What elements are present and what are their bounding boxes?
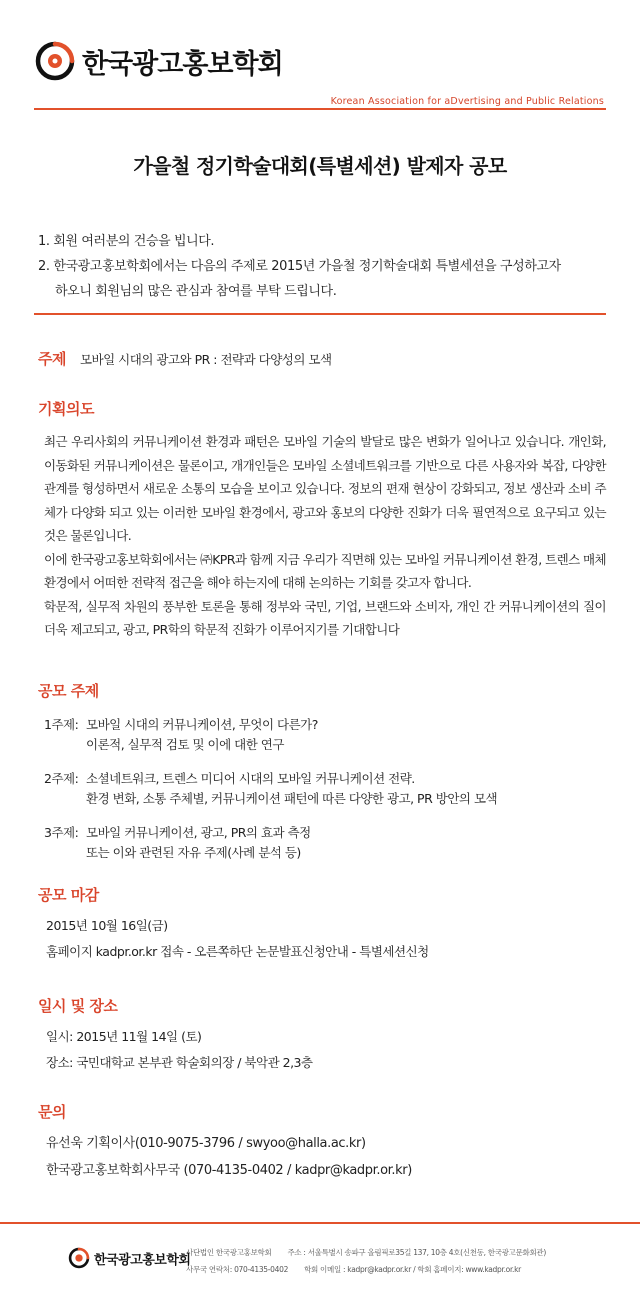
purpose-paragraph-1: 최근 우리사회의 커뮤니케이션 환경과 패턴은 모바일 기술의 발달로 많은 변화가 일어나고 있습니다. 개인화, 이동화된 커뮤니케이션은 물론이고, 개개인들은 모바일 소셜네트워크를 기반으로 다른 사용자와 복잡, 다양한 관계를 형성하면서 새로운 소통의 모습을 보이고 있습니다. 정보의 편재 현상이 강화되고, 정보 생산과 소비 주체가 다양화 되고 있는 이러한 모바일 환경에서, 광고와 홍보의 다양한 진화가 더욱 필연적으로 요구되고 있는 것은 물론입니다. <box>44 434 606 543</box>
org-name-english: Korean Association for aDvertising and Public Relations <box>330 96 604 107</box>
header-divider <box>34 108 606 110</box>
footer-corp: 사단법인 한국광고홍보학회 <box>186 1248 272 1257</box>
contact-line-2: 한국광고홍보학회사무국 (070-4135-0402 / kadpr@kadpr.or.kr) <box>46 1163 412 1178</box>
deadline-heading: 공모 마감 <box>38 886 99 904</box>
theme-text: 모바일 시대의 광고와 PR : 전략과 다양성의 모색 <box>79 352 332 367</box>
footer-phone: 사무국 연락처: 070-4135-0402 <box>186 1265 289 1274</box>
theme-section <box>38 348 332 369</box>
topic-title: 모바일 커뮤니케이션, 광고, PR의 효과 측정 <box>86 825 311 840</box>
schedule-info <box>46 1024 313 1076</box>
purpose-heading: 기획의도 <box>38 400 94 418</box>
footer-email-web: 학회 이메일 : kadpr@kadpr.or.kr / 학회 홈페이지: www.kadpr.or.kr <box>304 1265 521 1274</box>
topic-title: 소셜네트워크, 트렌스 미디어 시대의 모바일 커뮤니케이션 전략. <box>86 771 415 786</box>
topic-item <box>44 769 497 808</box>
footer-address: 주소 : 서울특별시 송파구 올림픽로35길 137, 10층 4호(신천동, 한국광고문화회관) <box>287 1248 546 1257</box>
intro-line-2: 2. 한국광고홍보학회에서는 다음의 주제로 2015년 가을철 정기학술대회 특별세션을 구성하고자 <box>38 259 561 274</box>
org-emblem-icon <box>34 40 76 82</box>
schedule-place: 장소: 국민대학교 본부관 학술회의장 / 북악관 2,3층 <box>46 1055 313 1070</box>
schedule-heading: 일시 및 장소 <box>38 997 118 1015</box>
deadline-info <box>46 913 429 965</box>
org-name: 한국광고홍보학회 <box>82 48 283 80</box>
intro-line-1: 1. 회원 여러분의 건승을 빕니다. <box>38 234 215 249</box>
topic-subtitle: 이론적, 실무적 검토 및 이에 대한 연구 <box>86 736 284 752</box>
topic-subtitle: 또는 이와 관련된 자유 주제(사례 분석 등) <box>86 844 301 860</box>
purpose-paragraph-2: 이에 한국광고홍보학회에서는 ㈜KPR과 함께 지금 우리가 직면해 있는 모바일 커뮤니케이션 환경, 트렌스 매체 환경에서 어떠한 전략적 접근을 해야 하는지에 대해 논의하는 기회를 갖고자 합니다. <box>44 551 606 590</box>
contact-heading: 문의 <box>38 1103 66 1121</box>
topics-heading: 공모 주제 <box>38 682 99 700</box>
page-title: 가을철 정기학술대회(특별세션) 발제자 공모 <box>133 154 507 178</box>
topic-number: 3주제: <box>44 825 79 840</box>
footer-info <box>186 1244 546 1278</box>
intro-section <box>38 229 606 304</box>
topic-number: 2주제: <box>44 771 79 786</box>
topic-subtitle: 환경 변화, 소통 주체별, 커뮤니케이션 패턴에 따른 다양한 광고, PR 방안의 모색 <box>86 790 498 806</box>
theme-heading: 주제 <box>38 350 66 368</box>
intro-line-3: 하오니 회원님의 많은 관심과 참여를 부탁 드립니다. <box>55 284 337 299</box>
org-logo <box>34 40 283 82</box>
footer-logo <box>68 1247 190 1269</box>
purpose-paragraph-3: 학문적, 실무적 차원의 풍부한 토론을 통해 정부와 국민, 기업, 브랜드와 소비자, 개인 간 커뮤니케이션의 질이 더욱 제고되고, 광고, PR학의 학문적 진화가 이루어지기를 기대합니다 <box>44 598 606 637</box>
schedule-date: 일시: 2015년 11월 14일 (토) <box>46 1029 202 1044</box>
intro-divider <box>34 313 606 315</box>
org-emblem-icon <box>68 1247 90 1269</box>
purpose-body <box>44 430 606 642</box>
contact-line-1: 유선욱 기획이사(010-9075-3796 / swyoo@halla.ac.kr) <box>46 1136 366 1151</box>
topic-title: 모바일 시대의 커뮤니케이션, 무엇이 다른가? <box>86 717 318 732</box>
deadline-date: 2015년 10월 16일(금) <box>46 918 168 933</box>
footer-org-name: 한국광고홍보학회 <box>94 1252 191 1268</box>
topic-item <box>44 715 318 754</box>
deadline-howto: 홈페이지 kadpr.or.kr 접속 - 오른쪽하단 논문발표신청안내 - 특별세션신청 <box>46 944 429 959</box>
contact-info <box>46 1130 412 1184</box>
topic-item <box>44 823 311 862</box>
topic-number: 1주제: <box>44 717 79 732</box>
footer-divider <box>0 1222 640 1224</box>
